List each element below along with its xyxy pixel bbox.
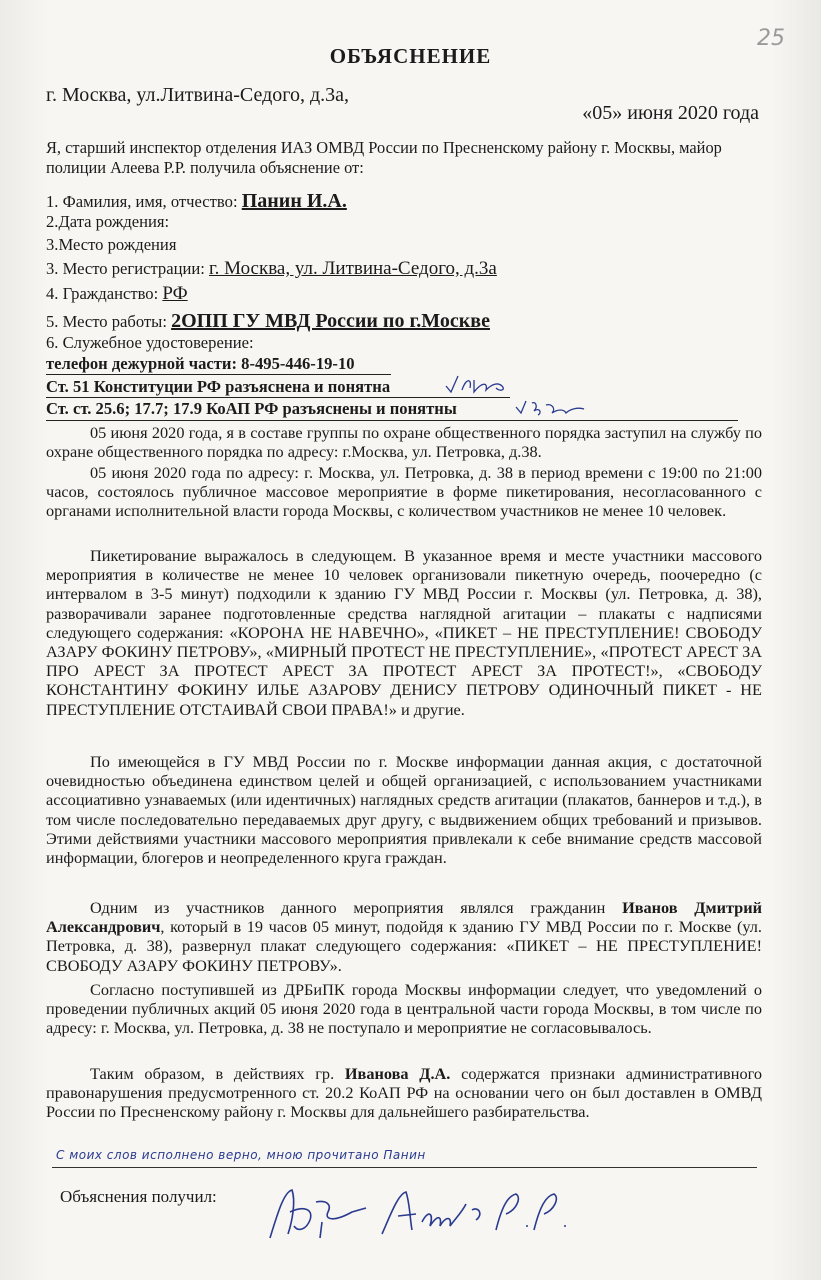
paragraph-text: По имеющейся в ГУ МВД России по г. Москве информации данная акция, с достаточной очевидностью объединена единством целей и общей организацией, с использованием участниками ассоциативно узнаваемых (или идентичных) наглядных средств агитации (плакатов, баннеров и т.д.), в том числе последовательно передаваемых друг другу, с выдвижением общих требований и призывов. Этими действиями участники массового мероприятия привлекали к себе внимание средств массовой информации, блогеров и неопределенного круга граждан. (46, 752, 762, 868)
paragraph-text: Одним из участников данного мероприятия являлся гражданин (90, 898, 623, 917)
body-paragraph-7 (46, 1064, 762, 1122)
name-label: 1. Фамилия, имя, отчество: (46, 192, 238, 211)
signature-mark-2 (512, 397, 592, 419)
body-paragraph-5 (46, 898, 762, 975)
art51-underline (46, 397, 510, 398)
citizenship-label: 4. Гражданство: (46, 284, 159, 303)
paragraph-text: 05 июня 2020 года по адресу: г. Москва, ул. Петровка, д. 38 в период времени с 19:00 по 21:00 часов, состоялось публичное массовое мероприятие в форме пикетирования, несогласованного с органами исполнительной власти города Москвы, с количеством участников не менее 10 человек. (46, 463, 762, 521)
body-paragraph-1 (46, 423, 762, 461)
paragraph-text: , который в 19 часов 05 минут, подойдя к зданию ГУ МВД России по г. Москве (ул. Петровка, д. 38), развернул плакат следующего содержания: «ПИКЕТ – НЕ ПРЕСТУПЛЕНИЕ! СВОБОДУ АЗАРУ ФОКИНУ ПЕТРОВУ». (46, 917, 762, 975)
received-label: Объяснения получил: (60, 1187, 217, 1206)
phone-line: телефон дежурной части: 8-495-446-19-10 (46, 354, 355, 373)
registration-label: 3. Место регистрации: (46, 259, 205, 278)
page-number: 25 (757, 26, 785, 51)
intro-paragraph: Я, старший инспектор отделения ИАЗ ОМВД России по Пресненскому району г. Москвы, майор полиции Алеева Р.Р. получила объяснение от: (46, 138, 722, 177)
work-field (46, 310, 490, 333)
handwritten-note: С моих слов исполнено верно, мною прочитано Панин (56, 1148, 426, 1162)
body-paragraph-4 (46, 752, 762, 867)
person-name: Иванов Дмитрий Александрович (46, 898, 762, 937)
signature-1 (262, 1182, 372, 1244)
work-value: 2ОПП ГУ МВД России по г.Москве (171, 310, 490, 332)
place-line: г. Москва, ул.Литвина-Седого, д.3а, (46, 84, 350, 106)
signature-2 (376, 1186, 576, 1242)
birthdate-label: 2.Дата рождения: (46, 212, 170, 231)
registration-field (46, 258, 497, 280)
body-paragraph-6 (46, 980, 762, 1038)
birthplace-label: 3.Место рождения (46, 235, 177, 254)
work-label: 5. Место работы: (46, 312, 167, 331)
id-label: 6. Служебное удостоверение: (46, 333, 254, 352)
document-title: ОБЪЯСНЕНИЕ (329, 44, 492, 68)
citizenship-field (46, 283, 188, 305)
paragraph-text: содержатся признаки административного правонарушения предусмотренного ст. 20.2 КоАП РФ на основании чего он был доставлен в ОМВД России по Пресненскому району г. Москвы для дальнейшего разбирательства. (46, 1064, 762, 1122)
name-value: Панин И.А. (241, 190, 347, 212)
koap-line: Ст. ст. 25.6; 17.7; 17.9 КоАП РФ разъяснены и понятны (46, 399, 457, 418)
paragraph-text: Таким образом, в действиях гр. (90, 1064, 345, 1083)
phone-underline (46, 374, 391, 375)
paragraph-text: 05 июня 2020 года, я в составе группы по охране общественного порядка заступил на службу по охране общественного порядка по адресу: г.Москва, ул. Петровка, д.38. (46, 423, 762, 462)
citizenship-value: РФ (162, 283, 188, 304)
person-name: Иванова Д.А. (344, 1064, 451, 1083)
name-field (46, 190, 347, 213)
signature-mark-1 (442, 372, 514, 396)
handwritten-note-line (52, 1167, 757, 1168)
art51-line: Ст. 51 Конституции РФ разъяснена и понятна (46, 377, 391, 396)
paragraph-text: Пикетирование выражалось в следующем. В указанное время и месте участники массового мероприятия в количестве не менее 10 человек организовали пикетную очередь, поочередно (с интервалом в 3-5 минут) подходили к зданию ГУ МВД России г. Москвы (ул. Петровка, д. 38), разворачивали заранее подготовленные средства наглядной агитации – плакаты с надписями следующего содержания: «КОРОНА НЕ НАВЕЧНО», «ПИКЕТ – НЕ ПРЕСТУПЛЕНИЕ! СВОБОДУ АЗАРУ ФОКИНУ ПЕТРОВУ», «МИРНЫЙ ПРОТЕСТ НЕ ПРЕСТУПЛЕНИЕ», «ПРОТЕСТ АРЕСТ ЗА ПРО АРЕСТ ЗА ПРОТЕСТ АРЕСТ ЗА ПРОТЕСТ АРЕСТ ЗА ПРОТЕСТ!», «СВОБОДУ КОНСТАНТИНУ ФОКИНУ ИЛЬЕ АЗАРОВУ ДЕНИСУ ПЕТРОВУ ОДИНОЧНЫЙ ПИКЕТ - НЕ ПРЕСТУПЛЕНИЕ ОТСТАИВАЙ СВОИ ПРАВА!» и другие. (46, 546, 762, 719)
date-line: «05» июня 2020 года (582, 102, 759, 124)
body-paragraph-2 (46, 463, 762, 521)
paragraph-text: Согласно поступившей из ДРБиПК города Москвы информации следует, что уведомлений о проведении публичных акций 05 июня 2020 года в центральной части города Москвы, в том числе по адресу: г. Москва, ул. Петровка, д. 38 не поступало и мероприятие не согласовывалось. (46, 980, 762, 1038)
body-paragraph-3 (46, 546, 762, 719)
registration-value: г. Москва, ул. Литвина-Седого, д.3а (209, 258, 497, 279)
koap-underline (46, 420, 738, 421)
